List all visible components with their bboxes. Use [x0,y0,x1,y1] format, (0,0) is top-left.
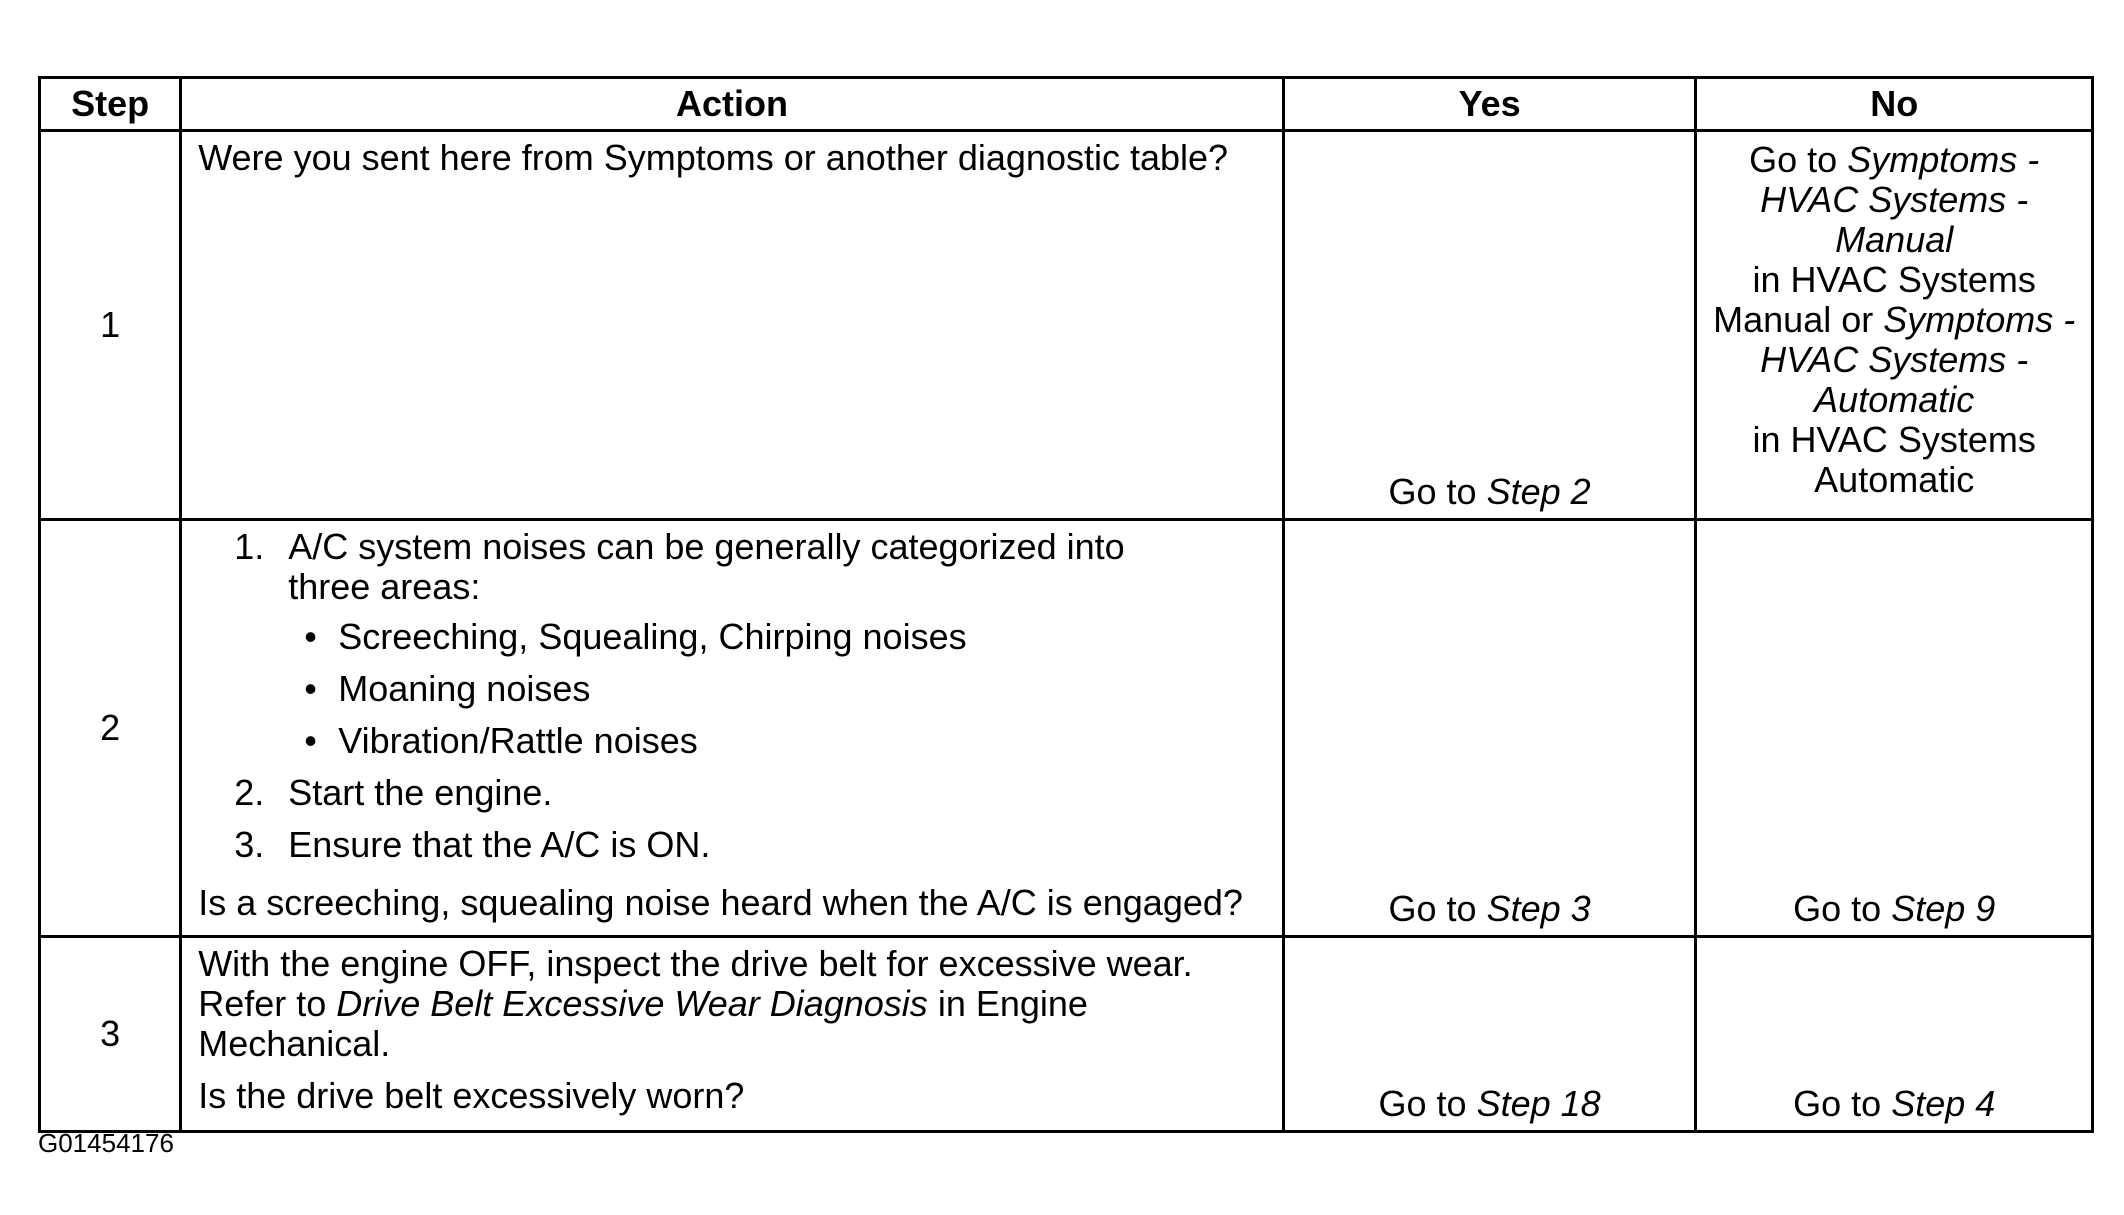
list-number: 3. [234,824,265,865]
no-cell [1696,937,2093,1132]
figure-id: G01454176 [38,1128,174,1158]
bullet-icon: • [304,720,317,761]
yes-prefix: Go to [1378,1083,1477,1124]
table-row [40,520,2093,937]
no-prefix: Go to [1793,1083,1892,1124]
header-no: No [1696,78,2093,131]
header-action: Action [181,78,1284,131]
bullet-icon: • [304,668,317,709]
yes-step-link[interactable]: Step 3 [1486,888,1591,929]
header-step: Step [40,78,181,131]
diagnostic-table [38,76,2094,1133]
bullet-text: Screeching, Squealing, Chirping noises [338,616,967,657]
bullet-text: Vibration/Rattle noises [338,720,698,761]
bullet-item [304,617,1268,657]
action-cell [181,520,1284,937]
yes-cell [1283,937,1696,1132]
yes-cell [1283,520,1696,937]
yes-step-link[interactable]: Step 2 [1486,471,1591,512]
bullet-item [304,669,1268,709]
no-prefix: Go to [1749,139,1848,180]
list-number: 2. [234,772,265,813]
action-question: Is a screeching, squealing noise heard when the A/C is engaged? [198,882,1243,923]
list-number: 1. [234,526,265,567]
no-in-text: in HVAC Systems Manual or [1713,259,2036,340]
list-text: Ensure that the A/C is ON. [288,824,711,865]
action-question: Were you sent here from Symptoms or another diagnostic table? [198,137,1229,178]
header-yes: Yes [1283,78,1696,131]
yes-prefix: Go to [1388,888,1487,929]
drive-belt-diagnosis-link[interactable]: Drive Belt Excessive Wear Diagnosis [336,983,928,1024]
action-question: Is the drive belt excessively worn? [198,1075,745,1116]
action-cell [181,131,1284,520]
no-cell [1696,131,2093,520]
no-prefix: Go to [1793,888,1892,929]
no-in-text: in HVAC Systems Automatic [1752,419,2036,500]
step-number: 2 [40,520,181,937]
yes-step-link[interactable]: Step 18 [1476,1083,1601,1124]
bullet-item [304,721,1268,761]
list-item [234,773,1268,813]
table-row [40,131,2093,520]
no-ref-manual-link[interactable]: Symptoms - HVAC Systems - Manual [1760,139,2040,260]
no-ref-automatic-link[interactable]: Symptoms - HVAC Systems - Automatic [1760,299,2076,420]
list-text: A/C system noises can be generally categorized into three areas: [288,526,1125,607]
list-item [234,527,1268,761]
bullet-icon: • [304,616,317,657]
step-number: 3 [40,937,181,1132]
no-step-link[interactable]: Step 9 [1891,888,1996,929]
no-step-link[interactable]: Step 4 [1891,1083,1996,1124]
yes-prefix: Go to [1388,471,1487,512]
instruction-text: in Engine Mechanical. [198,983,1088,1064]
numbered-steps [198,527,1268,865]
bullet-text: Moaning noises [338,668,591,709]
step-number: 1 [40,131,181,520]
no-cell [1696,520,2093,937]
table-header-row [40,78,2093,131]
action-cell [181,937,1284,1132]
yes-cell [1283,131,1696,520]
instruction-text: With the engine OFF, inspect the drive belt for excessive wear. Refer to [198,943,1193,1024]
table-row [40,937,2093,1132]
action-instruction [198,944,1198,1064]
bullet-list [288,617,1268,761]
list-text: Start the engine. [288,772,553,813]
list-item [234,825,1268,865]
